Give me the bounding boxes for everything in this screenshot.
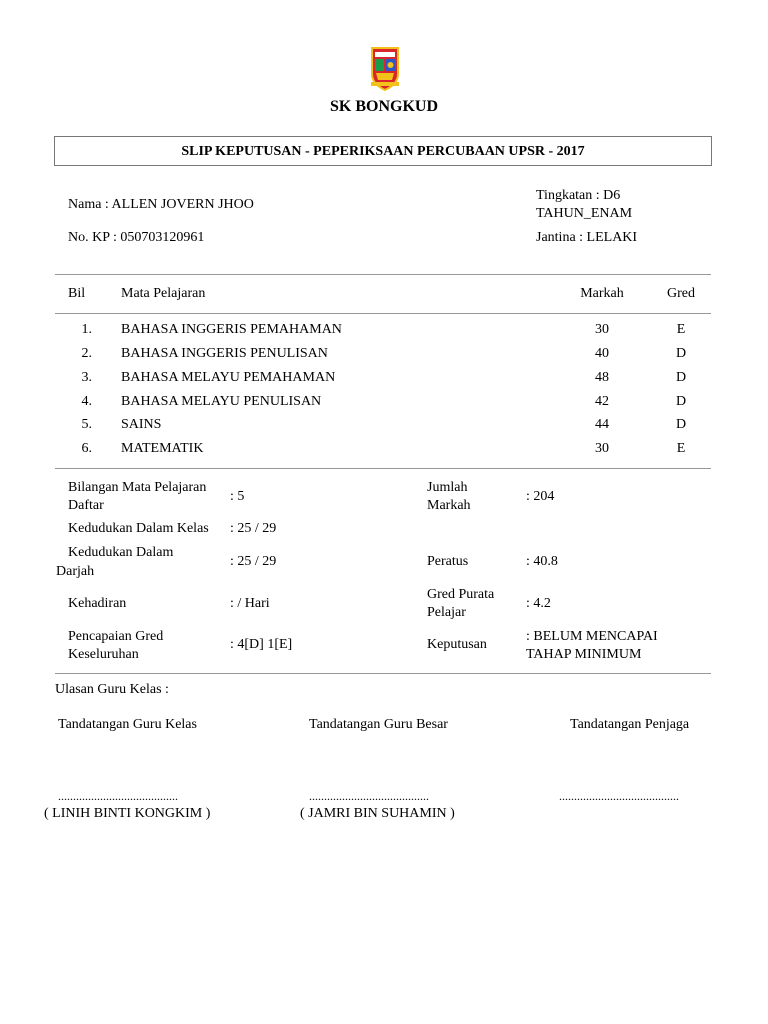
row-markah: 30 <box>595 322 609 337</box>
row-gred: E <box>676 441 686 456</box>
divider <box>55 468 711 469</box>
divider <box>55 313 711 314</box>
gred-purata-label: Gred Purata Pelajar <box>427 587 495 620</box>
student-tingkatan: Tingkatan : D6 <box>536 188 621 203</box>
divider <box>55 274 711 275</box>
row-subject: BAHASA MELAYU PEMAHAMAN <box>121 370 336 385</box>
row-subject: BAHASA INGGERIS PEMAHAMAN <box>121 322 342 337</box>
row-gred: E <box>676 322 686 337</box>
row-gred: D <box>675 394 687 409</box>
jumlah-label: Jumlah Markah <box>427 480 471 513</box>
row-bil: 3. <box>81 370 92 385</box>
pencapaian-value: : 4[D] 1[E] <box>230 637 293 652</box>
student-jantina: Jantina : LELAKI <box>536 230 638 245</box>
school-logo <box>370 44 400 92</box>
row-markah: 40 <box>595 346 609 361</box>
sig-guru-kelas-label: Tandatangan Guru Kelas <box>58 717 197 732</box>
student-tahun: TAHUN_ENAM <box>536 206 633 221</box>
student-name: Nama : ALLEN JOVERN JHOO <box>68 197 254 212</box>
bilangan-value: : 5 <box>230 489 245 504</box>
header-markah: Markah <box>580 286 624 301</box>
darjah-label: Kedudukan Dalam <box>68 545 174 560</box>
row-markah: 42 <box>595 394 609 409</box>
peratus-value: : 40.8 <box>526 554 558 569</box>
row-subject: SAINS <box>121 417 162 432</box>
bilangan-label: Bilangan Mata Pelajaran Daftar <box>68 480 207 513</box>
sig-line-guru-kelas: ........................................ <box>58 789 178 803</box>
sig-guru-kelas-name: ( LINIH BINTI KONGKIM ) <box>44 806 211 821</box>
sig-line-guru-besar: ........................................ <box>309 789 429 803</box>
header-gred: Gred <box>667 286 695 301</box>
kehadiran-value: : / Hari <box>230 596 270 611</box>
row-gred: D <box>675 346 687 361</box>
darjah-value: : 25 / 29 <box>230 554 277 569</box>
row-subject: BAHASA MELAYU PENULISAN <box>121 394 322 409</box>
row-markah: 44 <box>595 417 609 432</box>
row-bil: 4. <box>81 394 92 409</box>
darjah-label-cont: Darjah <box>56 564 95 579</box>
kelas-value: : 25 / 29 <box>230 521 277 536</box>
student-ic: No. KP : 050703120961 <box>68 230 205 245</box>
row-subject: BAHASA INGGERIS PENULISAN <box>121 346 328 361</box>
row-gred: D <box>675 417 687 432</box>
row-bil: 2. <box>81 346 92 361</box>
row-gred: D <box>675 370 687 385</box>
slip-title: SLIP KEPUTUSAN - PEPERIKSAAN PERCUBAAN UPSR - 2017 <box>54 136 712 166</box>
kelas-label: Kedudukan Dalam Kelas <box>68 521 209 536</box>
header-bil: Bil <box>68 286 86 301</box>
jumlah-value: : 204 <box>526 489 555 504</box>
header-subject: Mata Pelajaran <box>121 286 206 301</box>
row-bil: 1. <box>81 322 92 337</box>
ulasan-guru-kelas: Ulasan Guru Kelas : <box>55 682 169 697</box>
row-bil: 5. <box>81 417 92 432</box>
row-subject: MATEMATIK <box>121 441 204 456</box>
keputusan-label: Keputusan <box>427 637 487 652</box>
row-bil: 6. <box>81 441 92 456</box>
divider <box>55 673 711 674</box>
school-name: SK BONGKUD <box>329 98 438 115</box>
pencapaian-label: Pencapaian Gred Keseluruhan <box>68 629 164 662</box>
kehadiran-label: Kehadiran <box>68 596 127 611</box>
peratus-label: Peratus <box>427 554 469 569</box>
row-markah: 48 <box>595 370 609 385</box>
keputusan-value: : BELUM MENCAPAI TAHAP MINIMUM <box>526 629 658 662</box>
row-markah: 30 <box>595 441 609 456</box>
sig-guru-besar-label: Tandatangan Guru Besar <box>309 717 448 732</box>
gred-purata-value: : 4.2 <box>526 596 551 611</box>
sig-line-penjaga: ........................................ <box>559 789 679 803</box>
sig-penjaga-label: Tandatangan Penjaga <box>570 717 690 732</box>
sig-guru-besar-name: ( JAMRI BIN SUHAMIN ) <box>300 806 455 821</box>
